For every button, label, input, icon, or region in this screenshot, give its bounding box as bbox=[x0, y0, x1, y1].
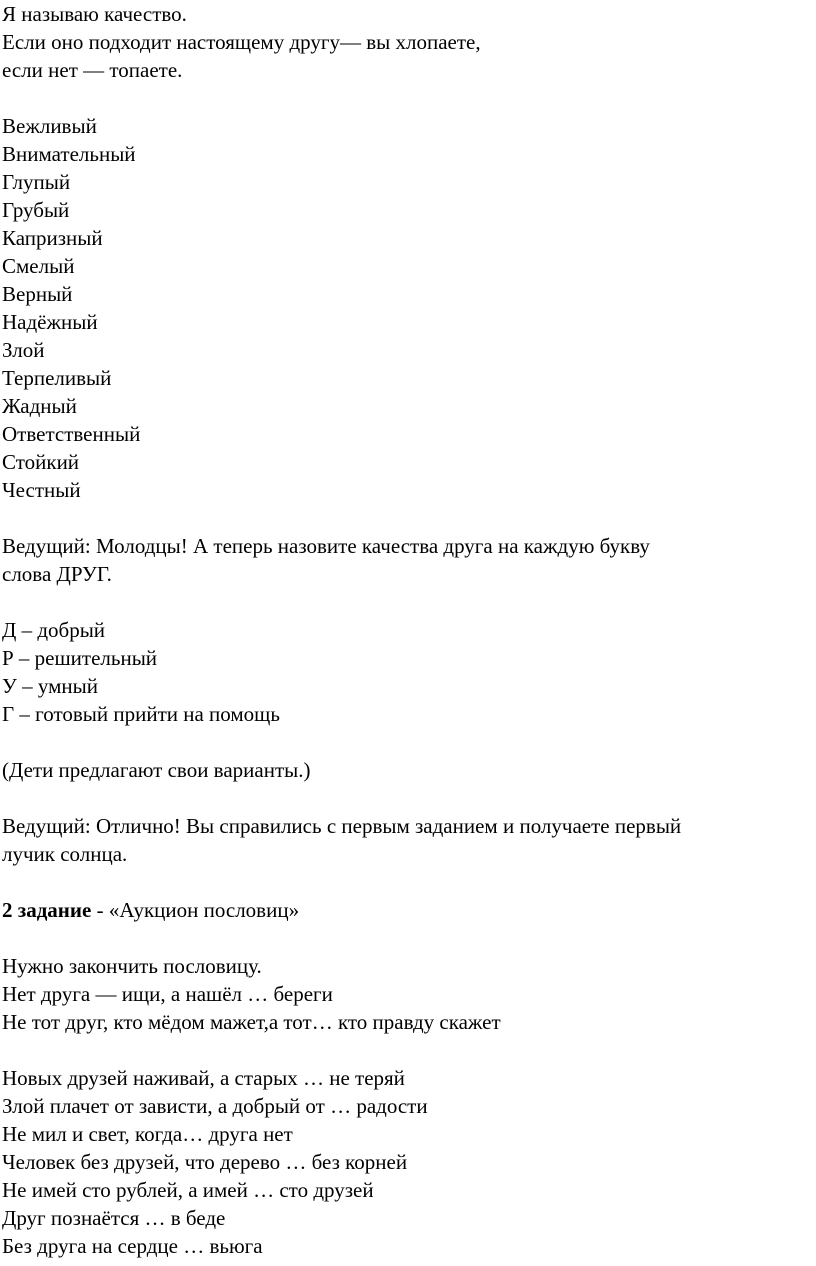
proverbs-list-1 bbox=[2, 980, 812, 1036]
quality-item: Верный bbox=[2, 282, 73, 306]
proverb-item: Не имей сто рублей, а имей … сто друзей bbox=[2, 1178, 374, 1202]
task-number: 2 задание bbox=[2, 898, 92, 922]
spacer bbox=[2, 588, 812, 616]
letter-item: Д – добрый bbox=[2, 618, 106, 642]
document-page bbox=[2, 0, 812, 1260]
quality-item: Грубый bbox=[2, 198, 70, 222]
intro-line-3: если нет — топаете. bbox=[2, 58, 183, 82]
quality-item: Терпеливый bbox=[2, 366, 112, 390]
host-line-3: Ведущий: Отлично! Вы справились с первым заданием и получаете первый bbox=[2, 814, 682, 838]
spacer bbox=[2, 728, 812, 756]
quality-item: Смелый bbox=[2, 254, 75, 278]
spacer bbox=[2, 1036, 812, 1064]
proverb-item: Злой плачет от зависти, а добрый от … радости bbox=[2, 1094, 428, 1118]
proverb-item: Нет друга — ищи, а нашёл … береги bbox=[2, 982, 333, 1006]
quality-item: Злой bbox=[2, 338, 45, 362]
proverbs-intro: Нужно закончить пословицу. bbox=[2, 954, 262, 978]
spacer bbox=[2, 868, 812, 896]
host-line-2: слова ДРУГ. bbox=[2, 562, 112, 586]
intro-line-2: Если оно подходит настоящему другу— вы хлопаете, bbox=[2, 30, 481, 54]
quality-item: Капризный bbox=[2, 226, 103, 250]
task-title: - «Аукцион пословиц» bbox=[91, 898, 300, 922]
quality-item: Вежливый bbox=[2, 114, 97, 138]
letter-item: Р – решительный bbox=[2, 646, 158, 670]
quality-item: Внимательный bbox=[2, 142, 136, 166]
letter-item: У – умный bbox=[2, 674, 98, 698]
quality-item: Надёжный bbox=[2, 310, 98, 334]
quality-item: Стойкий bbox=[2, 450, 80, 474]
qualities-list bbox=[2, 112, 812, 504]
proverb-item: Без друга на сердце … вьюга bbox=[2, 1234, 263, 1258]
spacer bbox=[2, 84, 812, 112]
proverb-item: Не тот друг, кто мёдом мажет,а тот… кто правду скажет bbox=[2, 1010, 501, 1034]
proverb-item: Не мил и свет, когда… друга нет bbox=[2, 1122, 293, 1146]
proverbs-list-2 bbox=[2, 1064, 812, 1260]
quality-item: Глупый bbox=[2, 170, 71, 194]
spacer bbox=[2, 924, 812, 952]
task-heading bbox=[2, 896, 812, 924]
proverb-item: Новых друзей наживай, а старых … не теряй bbox=[2, 1066, 405, 1090]
quality-item: Ответственный bbox=[2, 422, 141, 446]
host-line-1: Ведущий: Молодцы! А теперь назовите качества друга на каждую букву bbox=[2, 534, 650, 558]
intro-line-1: Я называю качество. bbox=[2, 2, 187, 26]
host-line-4: лучик солнца. bbox=[2, 842, 128, 866]
proverb-item: Человек без друзей, что дерево … без корней bbox=[2, 1150, 408, 1174]
drug-letters-list bbox=[2, 616, 812, 728]
spacer bbox=[2, 784, 812, 812]
proverb-item: Друг познаётся … в беде bbox=[2, 1206, 226, 1230]
children-note: (Дети предлагают свои варианты.) bbox=[2, 758, 311, 782]
quality-item: Честный bbox=[2, 478, 81, 502]
quality-item: Жадный bbox=[2, 394, 77, 418]
letter-item: Г – готовый прийти на помощь bbox=[2, 702, 280, 726]
spacer bbox=[2, 504, 812, 532]
